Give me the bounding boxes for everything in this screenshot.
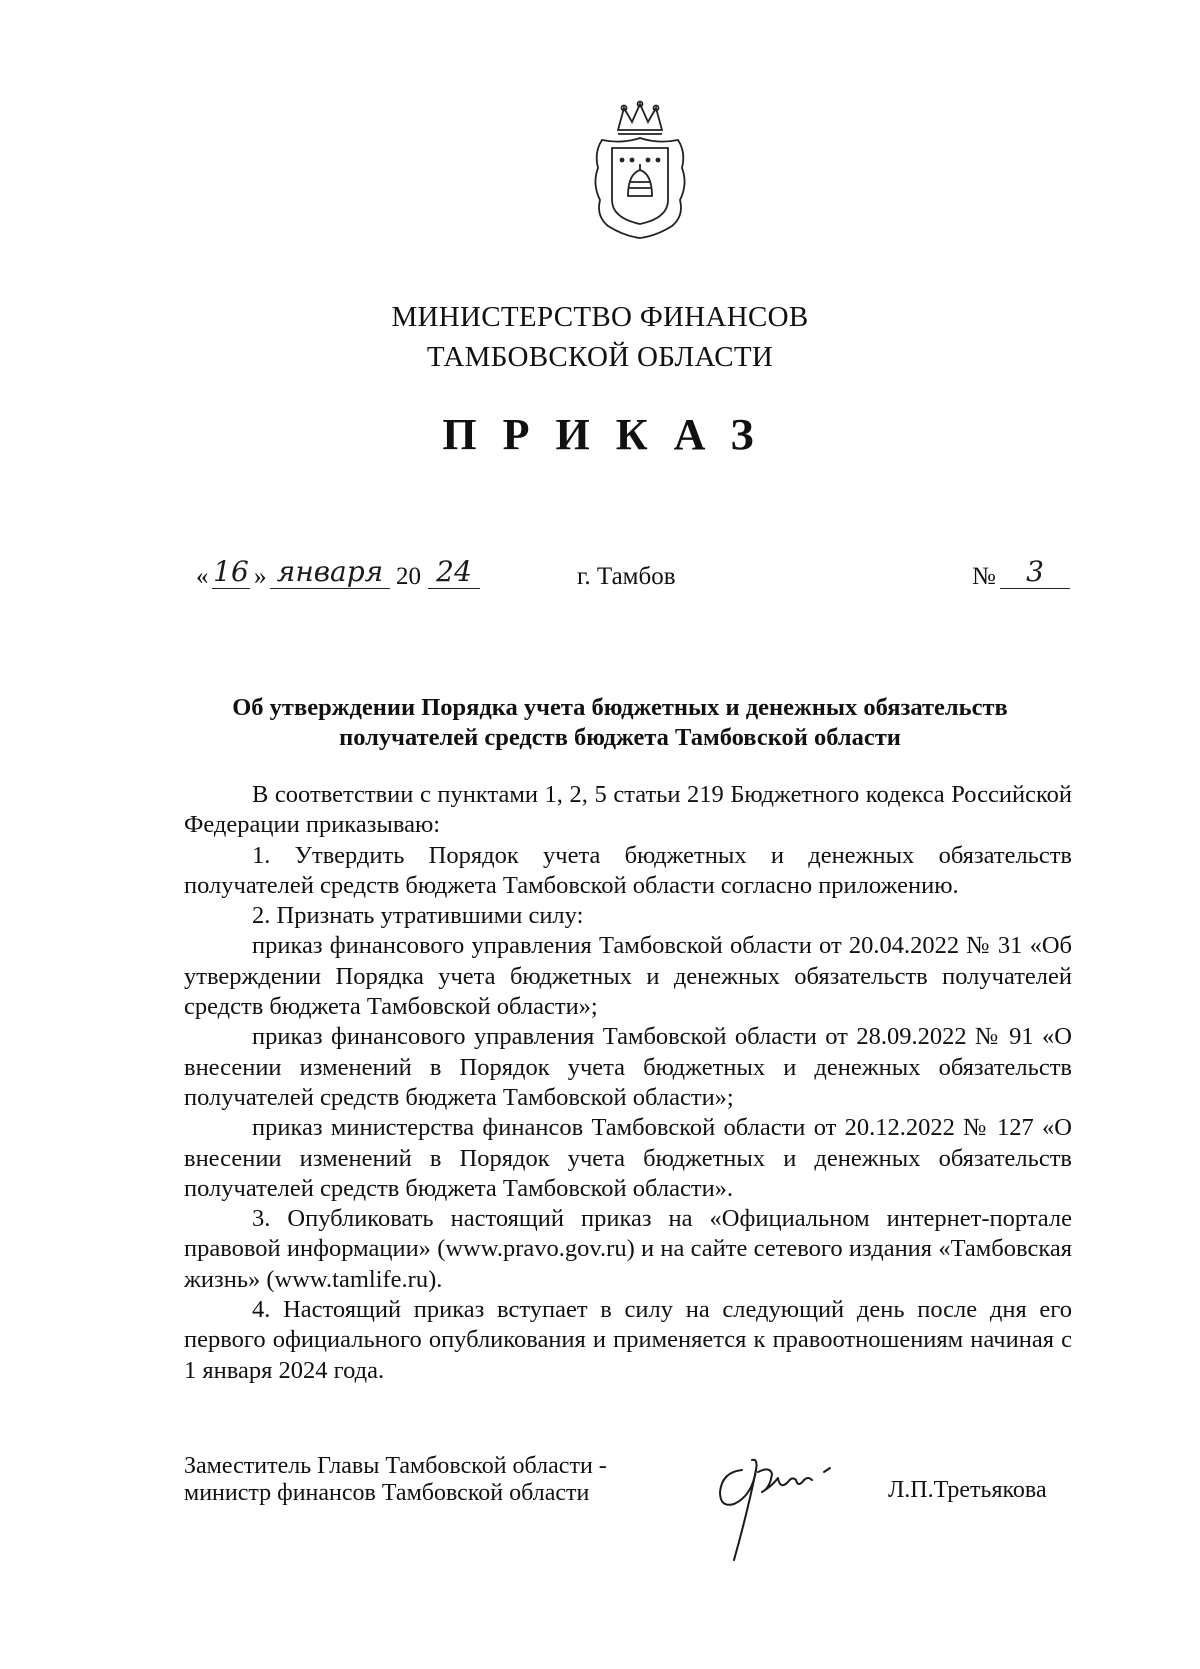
date-quote-close: »: [254, 563, 267, 590]
order-subject: [170, 693, 1070, 753]
date-month: января: [270, 555, 390, 589]
signatory-position: [184, 1453, 607, 1507]
body-paragraph: 1. Утвердить Порядок учета бюджетных и денежных обязательств получателей средств бюджета Тамбовской области согласно приложению.: [184, 841, 1072, 899]
ministry-name-line2: ТАМБОВСКОЙ ОБЛАСТИ: [426, 341, 774, 373]
signatory-position-line2: министр финансов Тамбовской области: [184, 1480, 590, 1506]
body-paragraph: 2. Признать утратившими силу:: [252, 902, 584, 930]
order-body: [184, 780, 1072, 1386]
date-year-prefix: 20: [396, 563, 421, 590]
signatory-name: Л.П.Третьякова: [888, 1477, 1047, 1503]
body-paragraph: 4. Настоящий приказ вступает в силу на следующий день после дня его первого официального опубликования и применяется к правоотношениям начиная с 1 января 2024 года.: [184, 1296, 1072, 1384]
body-paragraph: В соответствии с пунктами 1, 2, 5 статьи 219 Бюджетного кодекса Российской Федерации приказываю:: [184, 781, 1072, 839]
body-paragraph: приказ финансового управления Тамбовской области от 28.09.2022 № 91 «О внесении изменений в Порядок учета бюджетных и денежных обязательств получателей средств бюджета Тамбовской области»;: [184, 1023, 1072, 1111]
date-day: 16: [213, 555, 249, 588]
date-number-line: [0, 555, 1200, 599]
subject-line1: Об утверждении Порядка учета бюджетных и денежных обязательств: [232, 694, 1008, 721]
date-year-suffix: 24: [428, 555, 480, 589]
subject-line2: получателей средств бюджета Тамбовской области: [339, 724, 901, 751]
date-quote-open: «: [196, 563, 209, 590]
body-paragraph: приказ министерства финансов Тамбовской области от 20.12.2022 № 127 «О внесении изменений в Порядок учета бюджетных и денежных обязательств получателей средств бюджета Тамбовской области».: [184, 1114, 1072, 1202]
body-paragraph: 3. Опубликовать настоящий приказ на «Официальном интернет-портале правовой информации» (www.pravo.gov.ru) и на сайте сетевого издания «Тамбовская жизнь» (www.tamlife.ru).: [184, 1205, 1072, 1293]
order-number: 3: [1000, 555, 1070, 589]
handwritten-signature-icon: [712, 1430, 862, 1570]
ministry-name-line1: МИНИСТЕРСТВО ФИНАНСОВ: [391, 301, 809, 333]
signatory-position-line1: Заместитель Главы Тамбовской области -: [184, 1453, 607, 1479]
document-title: ПРИКАЗ: [442, 410, 780, 459]
tambov-coat-of-arms-icon: [588, 100, 692, 240]
number-sign: №: [972, 563, 996, 590]
body-paragraph: приказ финансового управления Тамбовской области от 20.04.2022 № 31 «Об утверждении Порядка учета бюджетных и денежных обязательств получателей средств бюджета Тамбовской области»;: [184, 932, 1072, 1021]
city-name: г. Тамбов: [577, 563, 676, 590]
